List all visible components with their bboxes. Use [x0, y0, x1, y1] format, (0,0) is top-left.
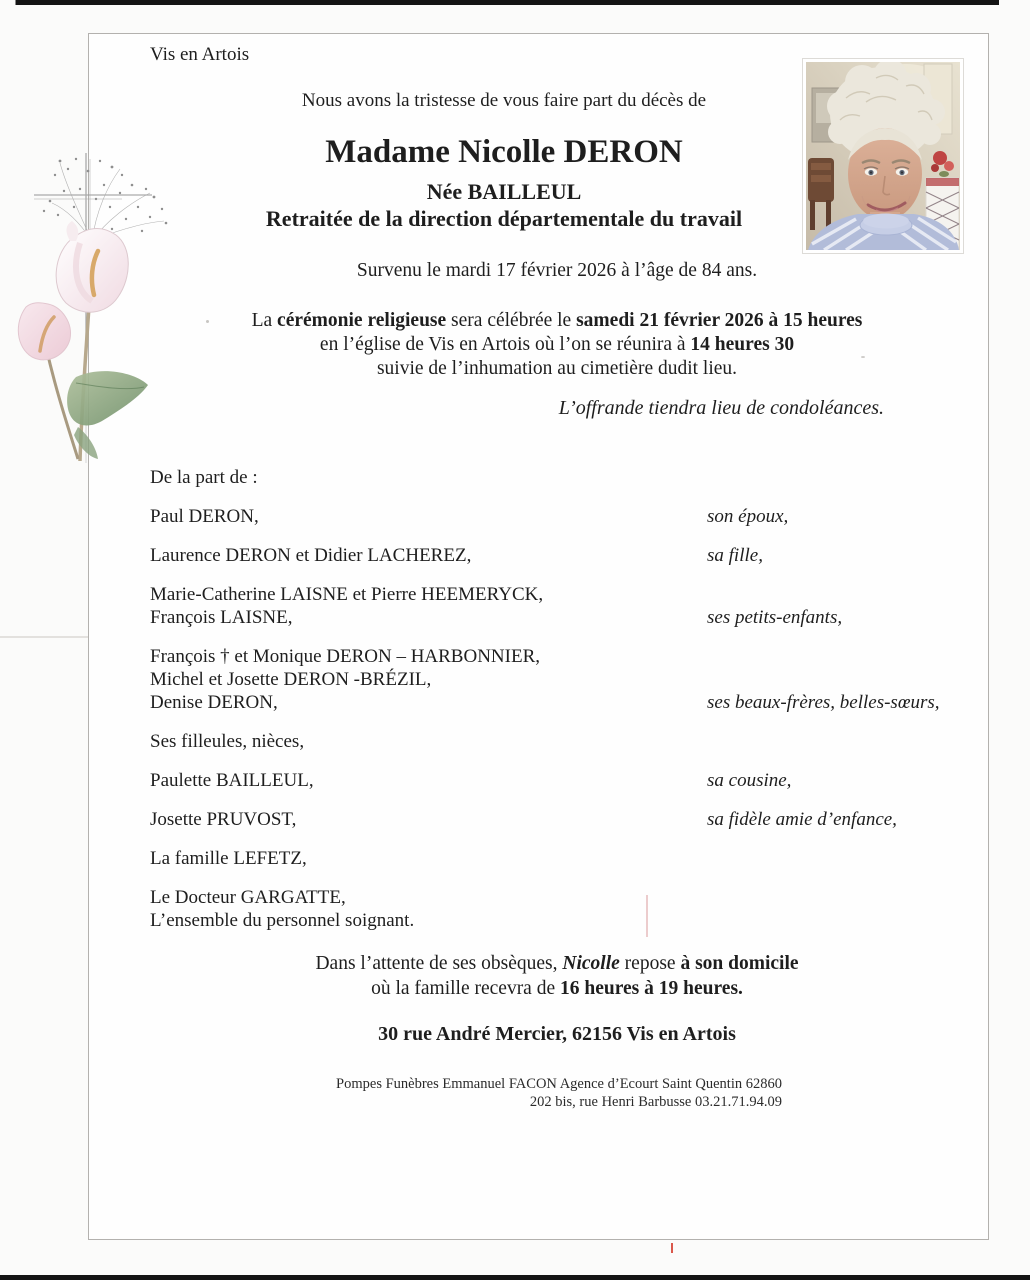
family-names	[150, 769, 707, 792]
scan-edge-top	[0, 0, 1030, 5]
family-names	[150, 645, 707, 714]
wake-line-1: Dans l’attente de ses obsèques, Nicolle repose à son domicile	[315, 953, 799, 974]
scan-artifact-speck	[861, 356, 865, 358]
ceremony-details	[124, 309, 990, 381]
ceremony-line-2: en l’église de Vis en Artois où l’on se réunira à 14 heures 30	[319, 334, 795, 355]
family-name-line: Denise DERON,	[150, 692, 278, 713]
family-name-line: Marie-Catherine LAISNE et Pierre HEEMERYCK,	[150, 584, 544, 605]
family-row	[150, 645, 962, 714]
family-name-line: Josette PRUVOST,	[150, 809, 297, 830]
funeral-home-line-2: 202 bis, rue Henri Barbusse 03.21.71.94.09	[529, 1093, 782, 1110]
family-row	[150, 886, 962, 932]
family-name-line: Paul DERON,	[150, 506, 259, 527]
family-row	[150, 769, 962, 792]
scan-artifact-line	[0, 636, 88, 638]
ceremony-line-3: suivie de l’inhumation au cimetière dudit lieu.	[376, 358, 738, 379]
family-relation: sa fidèle amie d’enfance,	[707, 809, 897, 830]
ceremony-line-1: La cérémonie religieuse sera célébrée le samedi 21 février 2026 à 15 heures	[251, 310, 863, 331]
family-names	[150, 505, 707, 528]
family-name-line: Michel et Josette DERON -BRÉZIL,	[150, 669, 432, 690]
family-names	[150, 730, 707, 753]
death-announcement-line: Survenu le mardi 17 février 2026 à l’âge de 84 ans.	[356, 260, 758, 281]
family-name-line: La famille LEFETZ,	[150, 848, 307, 869]
family-names	[150, 544, 707, 567]
profession-line: Retraitée de la direction départementale du travail	[265, 206, 743, 231]
family-list	[150, 505, 962, 948]
family-names	[150, 886, 707, 932]
offering-note: L’offrande tiendra lieu de condoléances.	[558, 397, 884, 419]
wake-line-2: où la famille recevra de 16 heures à 19 heures.	[371, 978, 743, 999]
family-relation: son époux,	[707, 506, 789, 527]
family-name-line: L’ensemble du personnel soignant.	[150, 910, 415, 931]
funeral-home-line-1: Pompes Funèbres Emmanuel FACON Agence d’Ecourt Saint Quentin 62860	[336, 1076, 782, 1092]
family-row	[150, 544, 962, 567]
family-row	[150, 583, 962, 629]
family-names	[150, 847, 707, 870]
intro-line: Nous avons la tristesse de vous faire part du décès de	[301, 90, 707, 111]
scan-artifact-red-tick	[671, 1243, 673, 1253]
family-row	[150, 730, 962, 753]
wake-details	[124, 951, 990, 1001]
family-name-line: Laurence DERON et Didier LACHEREZ,	[150, 545, 472, 566]
family-name-line: Le Docteur GARGATTE,	[150, 887, 346, 908]
funeral-home-block	[88, 1076, 782, 1111]
from-the-family-heading: De la part de :	[150, 467, 258, 488]
scan-artifact-speck	[206, 320, 209, 323]
family-relation: sa cousine,	[707, 770, 792, 791]
scan-edge-bottom	[0, 1275, 1030, 1280]
town-name: Vis en Artois	[150, 44, 250, 65]
family-relation: sa fille,	[707, 545, 763, 566]
family-name-line: François LAISNE,	[150, 607, 293, 628]
family-row	[150, 808, 962, 831]
maiden-name: Née BAILLEUL	[426, 179, 582, 204]
family-name-line: Paulette BAILLEUL,	[150, 770, 314, 791]
flower-stem	[46, 347, 78, 459]
deceased-name: Madame Nicolle DERON	[325, 134, 683, 170]
family-relation: ses petits-enfants,	[707, 607, 843, 628]
home-address: 30 rue André Mercier, 62156 Vis en Artois	[378, 1023, 736, 1045]
family-relation: ses beaux-frères, belles-sœurs,	[707, 692, 940, 713]
family-names	[150, 808, 707, 831]
family-names	[150, 583, 707, 629]
family-name-line: Ses filleules, nièces,	[150, 731, 305, 752]
calla-bloom-left	[18, 303, 70, 360]
family-row	[150, 505, 962, 528]
scan-artifact-pink-line	[646, 895, 648, 937]
family-name-line: François † et Monique DERON – HARBONNIER,	[150, 646, 541, 667]
family-row	[150, 847, 962, 870]
